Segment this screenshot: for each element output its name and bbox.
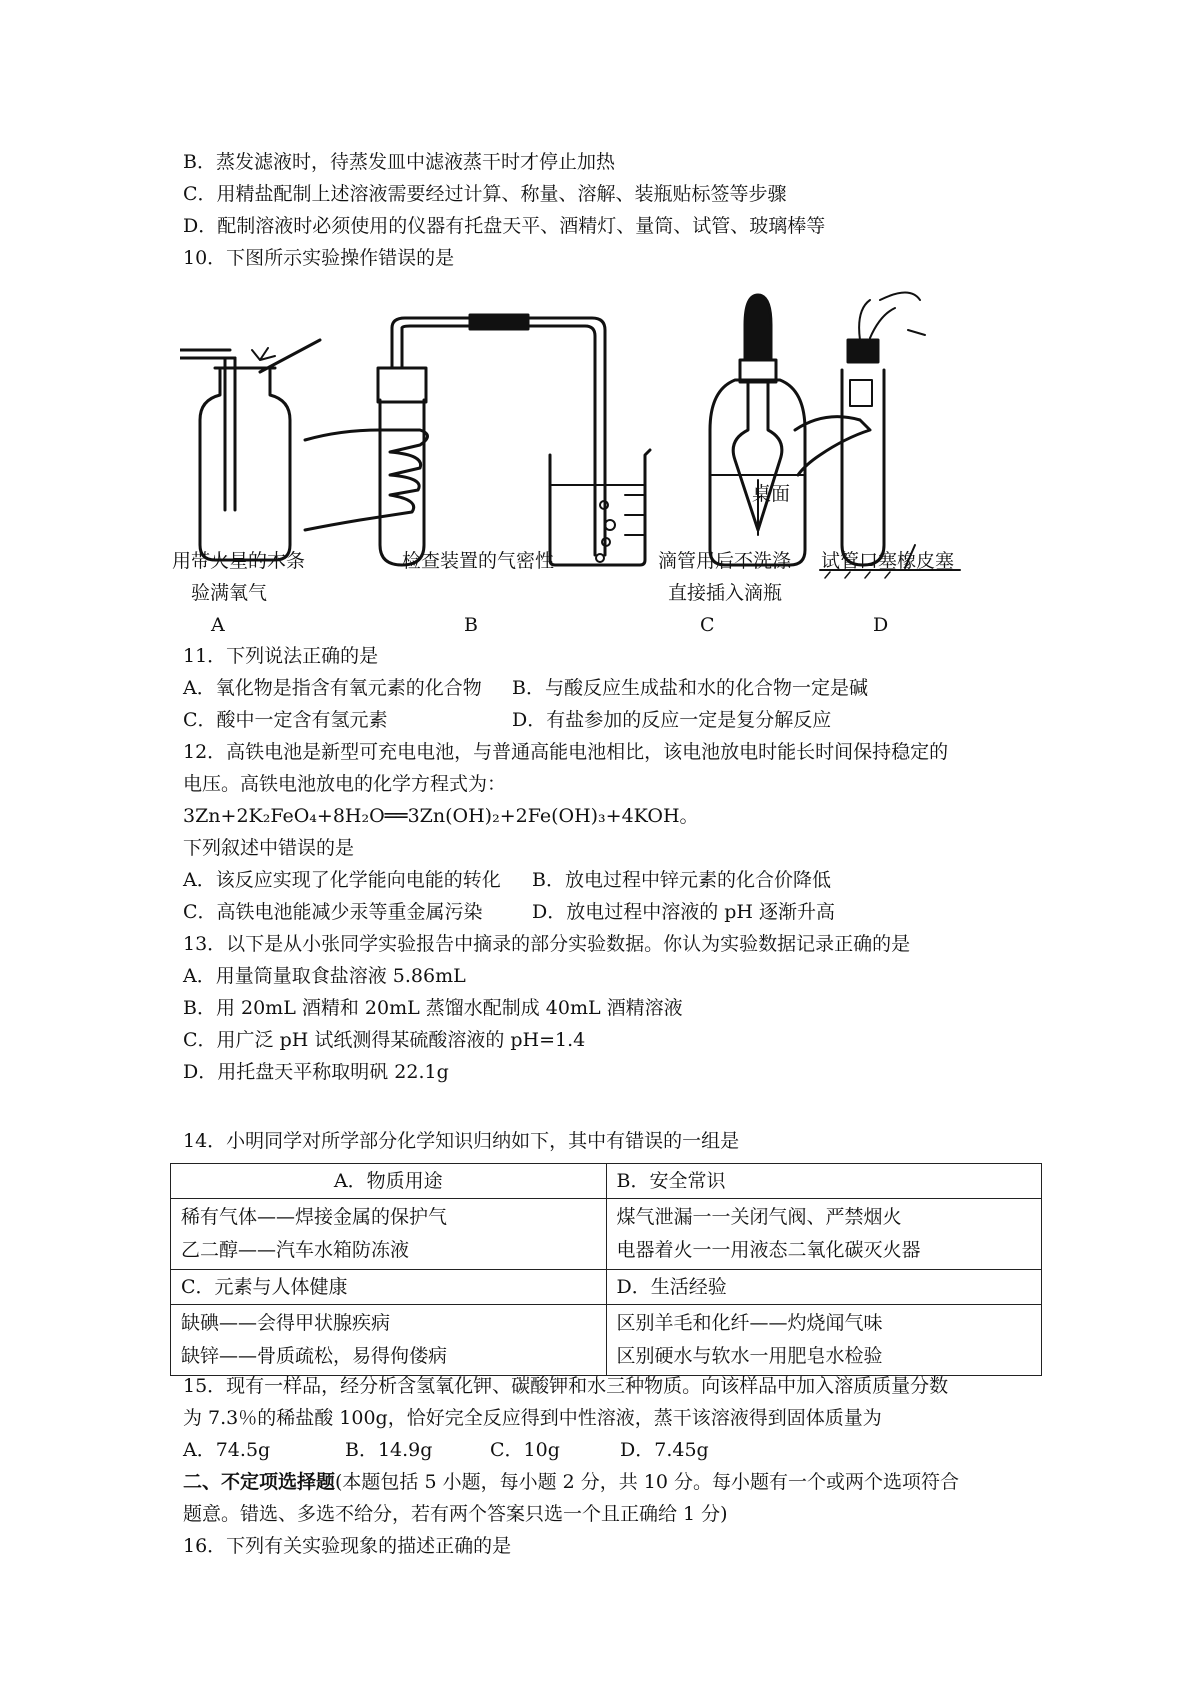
- q14-d-line2: 区别硬水与软水一用肥皂水检验: [616, 1345, 883, 1367]
- q12-option-a: A．该反应实现了化学能向电能的转化: [183, 869, 501, 891]
- q13-stem: 13．以下是从小张同学实验报告中摘录的部分实验数据。你认为实验数据记录正确的是: [183, 933, 911, 955]
- section2-line2: 题意。错选、多选不给分，若有两个答案只选一个且正确给 1 分): [183, 1503, 728, 1525]
- q15-option-b: B．14.9g: [345, 1439, 433, 1461]
- q14-b-line2: 电器着火一一用液态二氧化碳灭火器: [616, 1239, 921, 1261]
- q10-stem: 10．下图所示实验操作错误的是: [183, 247, 455, 269]
- q14-head-d: D．生活经验: [606, 1270, 1042, 1305]
- q11-stem: 11．下列说法正确的是: [183, 645, 379, 667]
- q12-equation: 3Zn+2K₂FeO₄+8H₂O══3Zn(OH)₂+2Fe(OH)₃+4KOH。: [183, 805, 699, 827]
- diagram-b-airtightness: [305, 315, 650, 565]
- q14-stem: 14．小明同学对所学部分化学知识归纳如下，其中有错误的一组是: [183, 1130, 740, 1152]
- q14-a-line2: 乙二醇——汽车水箱防冻液: [181, 1239, 410, 1261]
- section2-rest: (本题包括 5 小题，每小题 2 分，共 10 分。每小题有一个或两个选项符合: [335, 1471, 960, 1493]
- caption-b: 检查装置的气密性: [402, 550, 555, 572]
- q14-head-b: B．安全常识: [606, 1164, 1042, 1199]
- label-c: C: [700, 614, 715, 636]
- q9-option-b: B．蒸发滤液时，待蒸发皿中滤液蒸干时才停止加热: [183, 151, 615, 173]
- q14-c-line2: 缺锌——骨质疏松，易得佝偻病: [181, 1345, 448, 1367]
- q11-option-d: D．有盐参加的反应一定是复分解反应: [512, 709, 832, 731]
- desk-label: 桌面: [752, 483, 791, 505]
- q9-option-d: D．配制溶液时必须使用的仪器有托盘天平、酒精灯、量筒、试管、玻璃棒等: [183, 215, 826, 237]
- label-b: B: [464, 614, 478, 636]
- q12-option-d: D．放电过程中溶液的 pH 逐渐升高: [532, 901, 836, 923]
- q13-option-b: B．用 20mL 酒精和 20mL 蒸馏水配制成 40mL 酒精溶液: [183, 997, 683, 1019]
- diagram-a-gas-bottle: [180, 340, 320, 560]
- q14-cell-a: [171, 1199, 607, 1270]
- q15-option-a: A．74.5g: [183, 1439, 271, 1461]
- q15-line1: 15．现有一样品，经分析含氢氧化钾、碳酸钾和水三种物质。向该样品中加入溶质质量分数: [183, 1375, 949, 1397]
- q14-head-a: A．物质用途: [171, 1164, 607, 1199]
- diagram-d-test-tube: [795, 293, 960, 579]
- q12-stem-line2: 电压。高铁电池放电的化学方程式为：: [183, 773, 507, 795]
- q14-a-line1: 稀有气体——焊接金属的保护气: [181, 1206, 448, 1228]
- q9-option-c: C．用精盐配制上述溶液需要经过计算、称量、溶解、装瓶贴标签等步骤: [183, 183, 787, 205]
- q15-option-d: D．7.45g: [620, 1439, 709, 1461]
- q10-figure: [180, 280, 1040, 580]
- q11-option-b: B．与酸反应生成盐和水的化合物一定是碱: [512, 677, 868, 699]
- label-a: A: [211, 614, 225, 636]
- q13-option-c: C．用广泛 pH 试纸测得某硫酸溶液的 pH=1.4: [183, 1029, 586, 1051]
- q14-d-line1: 区别羊毛和化纤——灼烧闻气味: [616, 1312, 883, 1334]
- q14-cell-d: [606, 1305, 1042, 1376]
- q13-option-a: A．用量筒量取食盐溶液 5.86mL: [183, 965, 466, 987]
- q15-option-c: C．10g: [490, 1439, 560, 1461]
- q15-line2: 为 7.3％的稀盐酸 100g，恰好完全反应得到中性溶液，蒸干该溶液得到固体质量为: [183, 1407, 882, 1429]
- q12-stem-line1: 12．高铁电池是新型可充电电池，与普通高能电池相比，该电池放电时能长时间保持稳定的: [183, 741, 949, 763]
- section2-title: 二、不定项选择题: [183, 1471, 336, 1493]
- caption-c-line1: 滴管用后不洗涤: [658, 550, 792, 572]
- caption-d: 试管口塞橡皮塞: [821, 550, 955, 572]
- caption-a-line1: 用带火星的木条: [172, 550, 306, 572]
- q14-b-line1: 煤气泄漏一一关闭气阀、严禁烟火: [616, 1206, 902, 1228]
- q14-table: [170, 1163, 1042, 1376]
- q12-option-c: C．高铁电池能减少汞等重金属污染: [183, 901, 483, 923]
- label-d: D: [873, 614, 889, 636]
- q14-cell-b: [606, 1199, 1042, 1270]
- q12-ask: 下列叙述中错误的是: [183, 837, 355, 859]
- q12-option-b: B．放电过程中锌元素的化合价降低: [532, 869, 831, 891]
- q16-stem: 16．下列有关实验现象的描述正确的是: [183, 1535, 512, 1557]
- q13-option-d: D．用托盘天平称取明矾 22.1g: [183, 1061, 449, 1083]
- q14-c-line1: 缺碘——会得甲状腺疾病: [181, 1312, 391, 1334]
- diagram-c-dropper-bottle: [710, 295, 805, 565]
- q11-option-c: C．酸中一定含有氢元素: [183, 709, 388, 731]
- caption-a-line2: 验满氧气: [191, 582, 268, 604]
- section2-line1: [183, 1470, 959, 1494]
- q14-head-c: C．元素与人体健康: [171, 1270, 607, 1305]
- q11-option-a: A．氧化物是指含有氧元素的化合物: [183, 677, 482, 699]
- caption-c-line2: 直接插入滴瓶: [668, 582, 783, 604]
- q14-cell-c: [171, 1305, 607, 1376]
